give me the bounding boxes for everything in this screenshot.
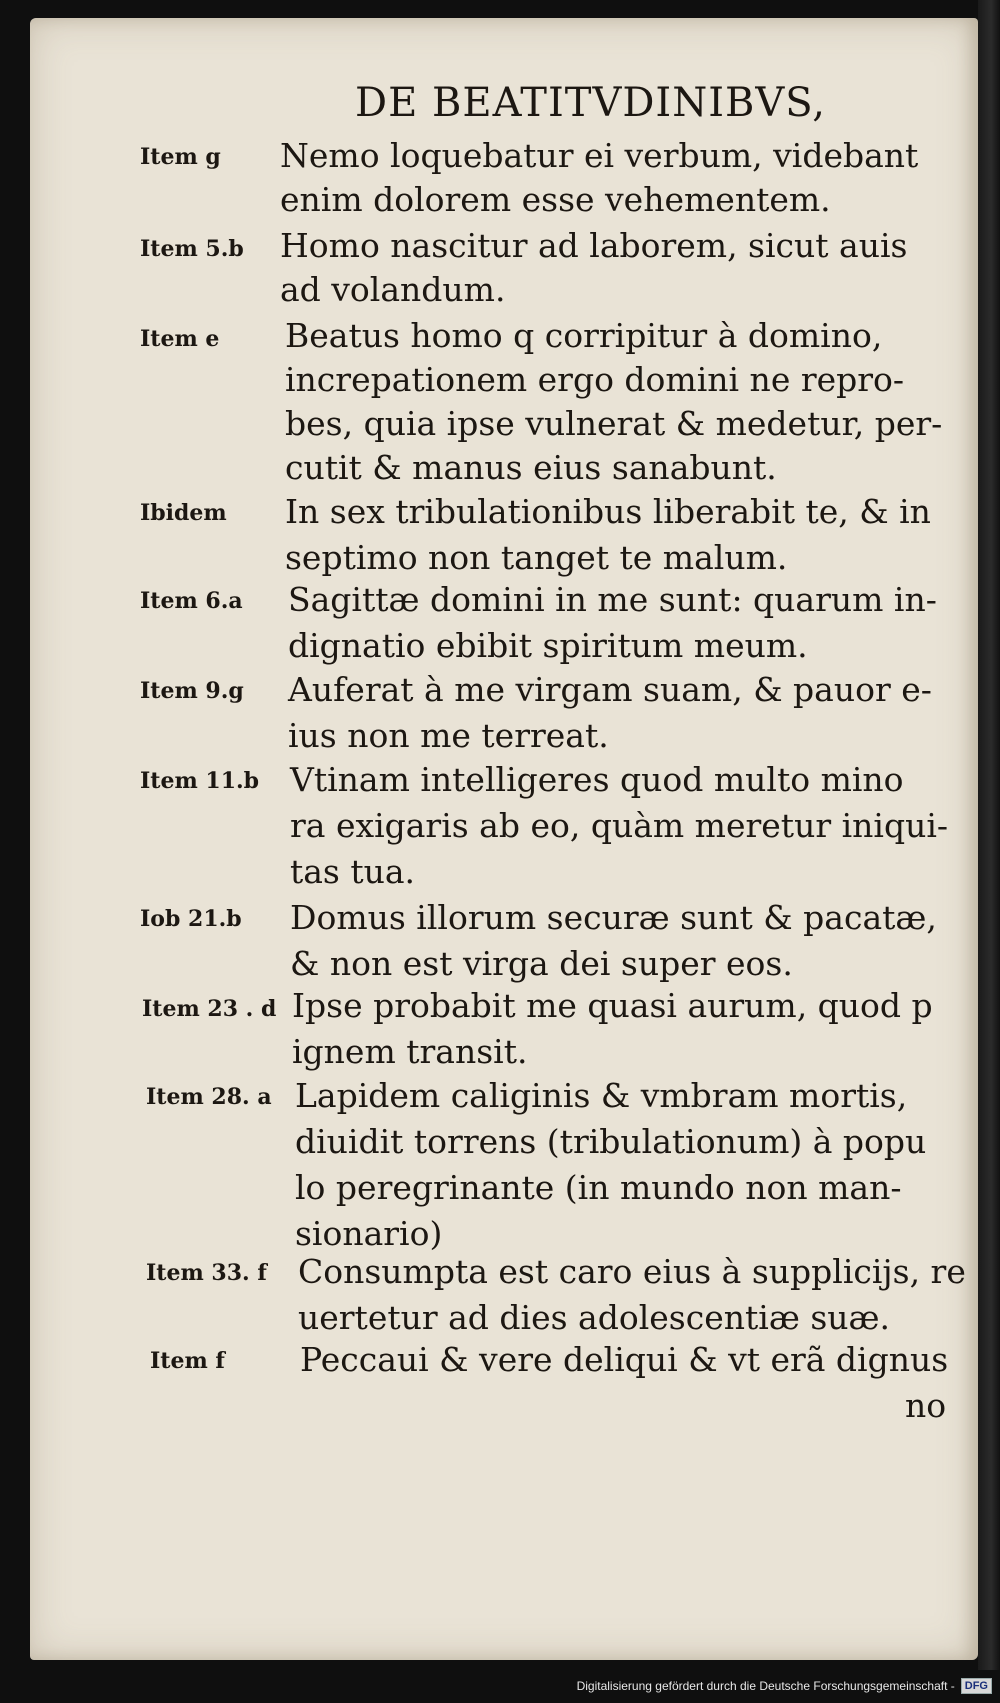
text-line: Vtinam intelligeres quod multo mino	[290, 760, 904, 799]
text-line: Consumpta est caro eius à supplicijs, re	[298, 1252, 966, 1291]
text-line: increpationem ergo domini ne repro-	[285, 360, 905, 399]
text-line: Peccaui & vere deliqui & vt erã dignus	[300, 1340, 949, 1379]
margin-reference: Ibidem	[140, 500, 227, 526]
text-line: ius non me terreat.	[288, 716, 609, 755]
text-line: enim dolorem esse vehementem.	[280, 180, 831, 219]
text-line: lo peregrinante (in mundo non man-	[295, 1168, 902, 1207]
text-line: Sagittæ domini in me sunt: quarum in-	[288, 580, 937, 619]
text-line: Auferat à me virgam suam, & pauor e-	[288, 670, 932, 709]
margin-reference: Item 33. f	[146, 1260, 267, 1286]
catchword: no	[905, 1386, 947, 1425]
margin-reference: Item 6.a	[140, 588, 243, 614]
text-line: Beatus homo q corripitur à domino,	[285, 316, 883, 355]
text-line: tas tua.	[290, 852, 416, 891]
margin-reference: Item 5.b	[140, 236, 244, 262]
running-header: DE BEATITVDINIBVS,	[355, 80, 826, 126]
credit-text: Digitalisierung gefördert durch die Deutsche Forschungsgemeinschaft -	[576, 1679, 955, 1693]
text-line: dignatio ebibit spiritum meum.	[288, 626, 808, 665]
text-line: ignem transit.	[292, 1032, 528, 1071]
text-line: bes, quia ipse vulnerat & medetur, per-	[285, 404, 943, 443]
margin-reference: Item 28. a	[146, 1084, 272, 1110]
text-line: ra exigaris ab eo, quàm meretur iniqui-	[290, 806, 949, 845]
dfg-logo: DFG	[961, 1678, 992, 1694]
text-line: uertetur ad dies adolescentiæ suæ.	[298, 1298, 891, 1337]
text-line: Domus illorum securæ sunt & pacatæ,	[290, 898, 937, 937]
margin-reference: Item 9.g	[140, 678, 244, 704]
margin-reference: Item g	[140, 144, 221, 170]
scan-edge	[978, 0, 1000, 1670]
text-line: sionario)	[295, 1214, 443, 1253]
text-line: cutit & manus eius sanabunt.	[285, 448, 777, 487]
margin-reference: Item 23 . d	[142, 996, 277, 1022]
text-line: diuidit torrens (tribulationum) à popu	[295, 1122, 927, 1161]
digitization-credit	[577, 1673, 992, 1699]
text-line: ad volandum.	[280, 270, 506, 309]
margin-reference: Item e	[140, 326, 220, 352]
text-line: & non est virga dei super eos.	[290, 944, 793, 983]
margin-reference: Item f	[150, 1348, 225, 1374]
text-line: Nemo loquebatur ei verbum, videbant	[280, 136, 919, 175]
text-line: septimo non tanget te malum.	[285, 538, 788, 577]
text-line: Homo nascitur ad laborem, sicut auis	[280, 226, 908, 265]
text-line: In sex tribulationibus liberabit te, & in	[285, 492, 931, 531]
text-line: Ipse probabit me quasi aurum, quod p	[292, 986, 933, 1025]
margin-reference: Item 11.b	[140, 768, 260, 794]
margin-reference: Iob 21.b	[140, 906, 242, 932]
text-line: Lapidem caliginis & vmbram mortis,	[295, 1076, 908, 1115]
